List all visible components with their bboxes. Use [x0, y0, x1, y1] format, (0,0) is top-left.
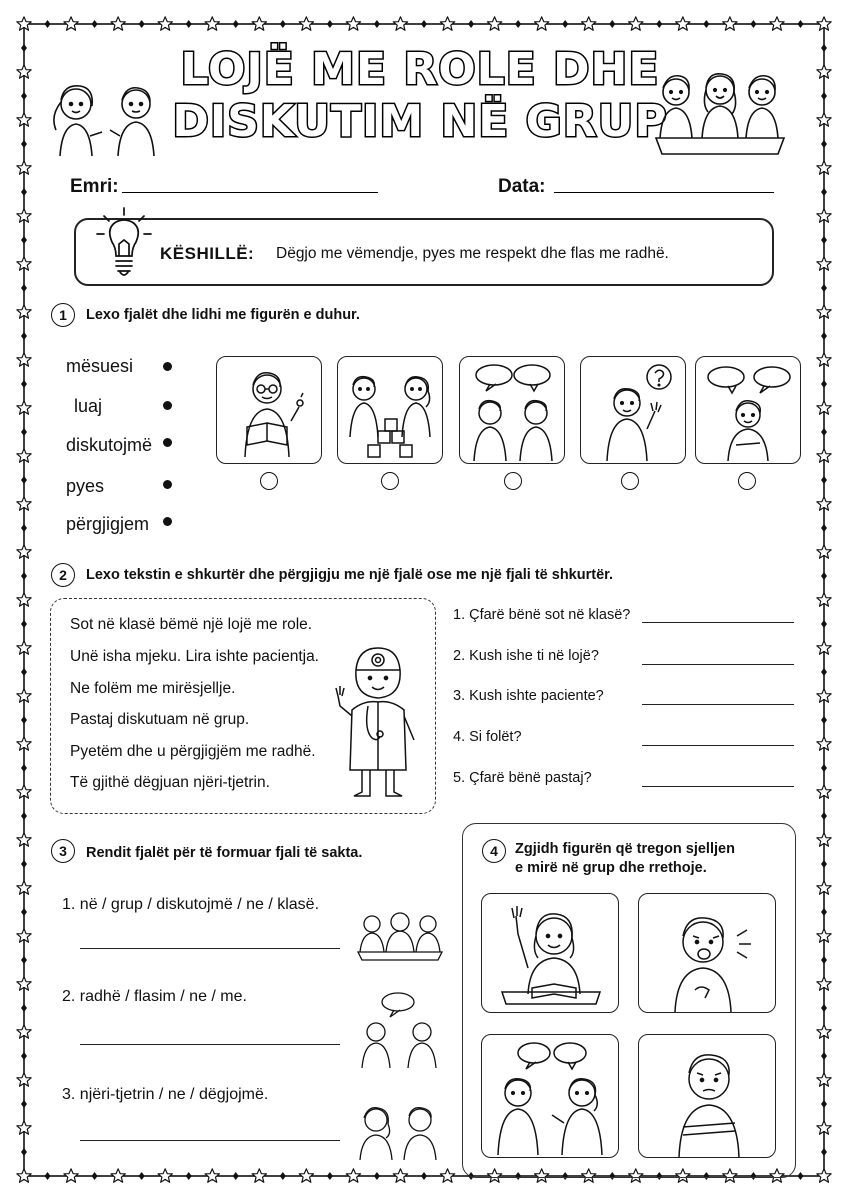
answer-circle[interactable]: [260, 472, 278, 490]
star-icon: [252, 1169, 266, 1183]
diamond-ornament: [821, 92, 827, 100]
star-icon: [346, 1169, 360, 1183]
diamond-ornament: [280, 1172, 286, 1180]
diamond-ornament: [821, 764, 827, 772]
star-icon: [629, 17, 643, 31]
title-line-2: DISKUTIM NË GRUP: [172, 96, 668, 147]
diamond-ornament: [821, 668, 827, 676]
diamond-ornament: [821, 140, 827, 148]
diamond-ornament: [821, 284, 827, 292]
answer-line[interactable]: [642, 704, 794, 705]
star-icon: [393, 17, 407, 31]
diamond-ornament: [821, 332, 827, 340]
answer-line[interactable]: [642, 786, 794, 787]
diamond-ornament: [703, 20, 709, 28]
star-icon: [64, 1169, 78, 1183]
kids-talking-icon: [350, 990, 446, 1070]
section-4-number: 4: [482, 839, 506, 863]
picture-child-thinking[interactable]: [695, 356, 801, 464]
diamond-ornament: [21, 92, 27, 100]
picture-kids-playing-blocks[interactable]: [337, 356, 443, 464]
diamond-ornament: [797, 20, 803, 28]
diamond-ornament: [186, 1172, 192, 1180]
diamond-ornament: [21, 956, 27, 964]
star-icon: [64, 17, 78, 31]
story-line: Pyetëm dhe u përgjigjëm me radhë.: [70, 743, 316, 760]
diamond-ornament: [21, 428, 27, 436]
star-icon: [440, 17, 454, 31]
diamond-ornament: [139, 20, 145, 28]
star-icon: [440, 1169, 454, 1183]
star-icon: [582, 17, 596, 31]
diamond-ornament: [821, 1052, 827, 1060]
answer-line[interactable]: [642, 664, 794, 665]
question: 5. Çfarë bënë pastaj?: [453, 770, 592, 786]
diamond-ornament: [468, 20, 474, 28]
diamond-ornament: [374, 20, 380, 28]
picture-kids-conversation[interactable]: [481, 1034, 619, 1158]
picture-teacher-reading[interactable]: [216, 356, 322, 464]
date-label: Data:: [498, 176, 546, 197]
diamond-ornament: [656, 20, 662, 28]
diamond-ornament: [139, 1172, 145, 1180]
diamond-ornament: [821, 716, 827, 724]
star-icon: [817, 1169, 831, 1183]
answer-line[interactable]: [80, 948, 340, 949]
diamond-ornament: [421, 1172, 427, 1180]
group-kids-icon: [354, 908, 446, 964]
star-icon: [487, 17, 501, 31]
diamond-ornament: [21, 476, 27, 484]
diamond-ornament: [821, 380, 827, 388]
star-icon: [111, 1169, 125, 1183]
diamond-ornament: [21, 1100, 27, 1108]
diamond-ornament: [233, 1172, 239, 1180]
diamond-ornament: [21, 44, 27, 52]
diamond-ornament: [21, 188, 27, 196]
answer-circle[interactable]: [381, 472, 399, 490]
picture-boy-shouting[interactable]: [638, 893, 776, 1013]
name-label: Emri:: [70, 176, 119, 197]
diamond-ornament: [750, 20, 756, 28]
star-icon: [252, 17, 266, 31]
question: 4. Si folët?: [453, 729, 522, 745]
section-2-title: Lexo tekstin e shkurtër dhe përgjigju me një fjalë ose me një fjali të shkurtër.: [86, 567, 613, 583]
two-kids-talking-illustration: [40, 76, 170, 158]
word-mesuesi: mësuesi: [66, 356, 134, 376]
answer-line[interactable]: [80, 1044, 340, 1045]
word-luaj: luaj: [74, 396, 103, 416]
star-icon: [205, 1169, 219, 1183]
answer-circle[interactable]: [738, 472, 756, 490]
diamond-ornament: [821, 1148, 827, 1156]
diamond-ornament: [327, 1172, 333, 1180]
diamond-ornament: [186, 20, 192, 28]
diamond-ornament: [233, 20, 239, 28]
answer-line[interactable]: [642, 622, 794, 623]
diamond-ornament: [821, 1100, 827, 1108]
diamond-ornament: [21, 668, 27, 676]
name-input-line[interactable]: [122, 192, 378, 193]
diamond-ornament: [821, 476, 827, 484]
story-line: Pastaj diskutuam në grup.: [70, 711, 250, 728]
section-1-number: 1: [51, 303, 75, 327]
scrambled-sentence: 1. në / grup / diskutojmë / ne / klasë.: [62, 896, 320, 913]
diamond-ornament: [797, 1172, 803, 1180]
diamond-ornament: [821, 428, 827, 436]
scrambled-sentence: 2. radhë / flasim / ne / me.: [62, 988, 247, 1005]
word-diskutojme: diskutojmë: [66, 435, 153, 455]
story-line: Unë isha mjeku. Lira ishte pacientja.: [70, 648, 319, 665]
diamond-ornament: [92, 20, 98, 28]
star-icon: [723, 17, 737, 31]
diamond-ornament: [21, 860, 27, 868]
word-pergjigjem: përgjigjem: [66, 514, 150, 534]
diamond-ornament: [21, 380, 27, 388]
star-icon: [393, 1169, 407, 1183]
diamond-ornament: [374, 1172, 380, 1180]
diamond-ornament: [515, 20, 521, 28]
diamond-ornament: [21, 1148, 27, 1156]
star-icon: [299, 17, 313, 31]
answer-circle[interactable]: [504, 472, 522, 490]
diamond-ornament: [21, 236, 27, 244]
diamond-ornament: [21, 524, 27, 532]
diamond-ornament: [821, 524, 827, 532]
title-line-1: LOJË ME ROLE DHE: [180, 44, 660, 95]
diamond-ornament: [821, 812, 827, 820]
answer-line[interactable]: [642, 745, 794, 746]
section-3-number: 3: [51, 839, 75, 863]
star-icon: [17, 1169, 31, 1183]
star-icon: [299, 1169, 313, 1183]
match-dot[interactable]: [163, 517, 172, 526]
tip-text: Dëgjo me vëmendje, pyes me respekt dhe flas me radhë.: [276, 245, 669, 262]
diamond-ornament: [21, 764, 27, 772]
diamond-ornament: [21, 284, 27, 292]
diamond-ornament: [21, 332, 27, 340]
diamond-ornament: [421, 20, 427, 28]
star-icon: [158, 1169, 172, 1183]
diamond-ornament: [821, 188, 827, 196]
diamond-ornament: [821, 620, 827, 628]
match-dot[interactable]: [163, 438, 172, 447]
date-input-line[interactable]: [554, 192, 774, 193]
diamond-ornament: [21, 572, 27, 580]
star-icon: [111, 17, 125, 31]
diamond-ornament: [280, 20, 286, 28]
diamond-ornament: [821, 572, 827, 580]
diamond-ornament: [45, 20, 51, 28]
picture-kids-discussing[interactable]: [459, 356, 565, 464]
diamond-ornament: [821, 908, 827, 916]
story-line: Sot në klasë bëmë një lojë me role.: [70, 616, 313, 633]
section-4-title-line-2: e mirë në grup dhe rrethoje.: [515, 860, 707, 876]
match-dot[interactable]: [163, 362, 172, 371]
diamond-ornament: [821, 236, 827, 244]
section-4-title-line-1: Zgjidh figurën që tregon sjelljen: [515, 841, 735, 857]
question: 3. Kush ishte paciente?: [453, 688, 604, 704]
diamond-ornament: [821, 860, 827, 868]
tip-label: KËSHILLË:: [160, 244, 255, 263]
diamond-ornament: [21, 908, 27, 916]
scrambled-sentence: 3. njëri-tjetrin / ne / dëgjojmë.: [62, 1086, 269, 1103]
diamond-ornament: [21, 140, 27, 148]
diamond-ornament: [21, 812, 27, 820]
answer-circle[interactable]: [621, 472, 639, 490]
diamond-ornament: [21, 620, 27, 628]
star-icon: [205, 17, 219, 31]
picture-child-asking[interactable]: [580, 356, 686, 464]
star-icon: [676, 17, 690, 31]
question: 1. Çfarë bënë sot në klasë?: [453, 607, 631, 623]
diamond-ornament: [21, 1004, 27, 1012]
section-1-title: Lexo fjalët dhe lidhi me figurën e duhur.: [86, 307, 360, 323]
diamond-ornament: [327, 20, 333, 28]
diamond-ornament: [821, 44, 827, 52]
diamond-ornament: [562, 20, 568, 28]
star-icon: [158, 17, 172, 31]
diamond-ornament: [21, 1052, 27, 1060]
diamond-ornament: [609, 20, 615, 28]
picture-boy-arms-crossed[interactable]: [638, 1034, 776, 1158]
lightbulb-icon: [94, 206, 154, 280]
section-2-number: 2: [51, 563, 75, 587]
star-icon: [346, 17, 360, 31]
diamond-ornament: [92, 1172, 98, 1180]
match-dot[interactable]: [163, 480, 172, 489]
story-line: Ne folëm me mirësjellje.: [70, 680, 236, 697]
worksheet-title: [170, 44, 670, 148]
picture-girl-raising-hand[interactable]: [481, 893, 619, 1013]
diamond-ornament: [821, 1004, 827, 1012]
star-icon: [770, 17, 784, 31]
question: 2. Kush ishe ti në lojë?: [453, 648, 599, 664]
diamond-ornament: [21, 716, 27, 724]
answer-line[interactable]: [80, 1140, 340, 1141]
section-4-title: [515, 840, 785, 878]
section-3-title: Rendit fjalët për të formuar fjali të sakta.: [86, 845, 363, 861]
story-line: Të gjithë dëgjuan njëri-tjetrin.: [70, 774, 270, 791]
word-pyes: pyes: [66, 476, 105, 496]
diamond-ornament: [821, 956, 827, 964]
doctor-boy-illustration: [334, 640, 420, 802]
kids-listening-icon: [350, 1100, 446, 1162]
star-icon: [534, 17, 548, 31]
diamond-ornament: [45, 1172, 51, 1180]
match-dot[interactable]: [163, 401, 172, 410]
three-kids-illustration: [650, 66, 790, 160]
